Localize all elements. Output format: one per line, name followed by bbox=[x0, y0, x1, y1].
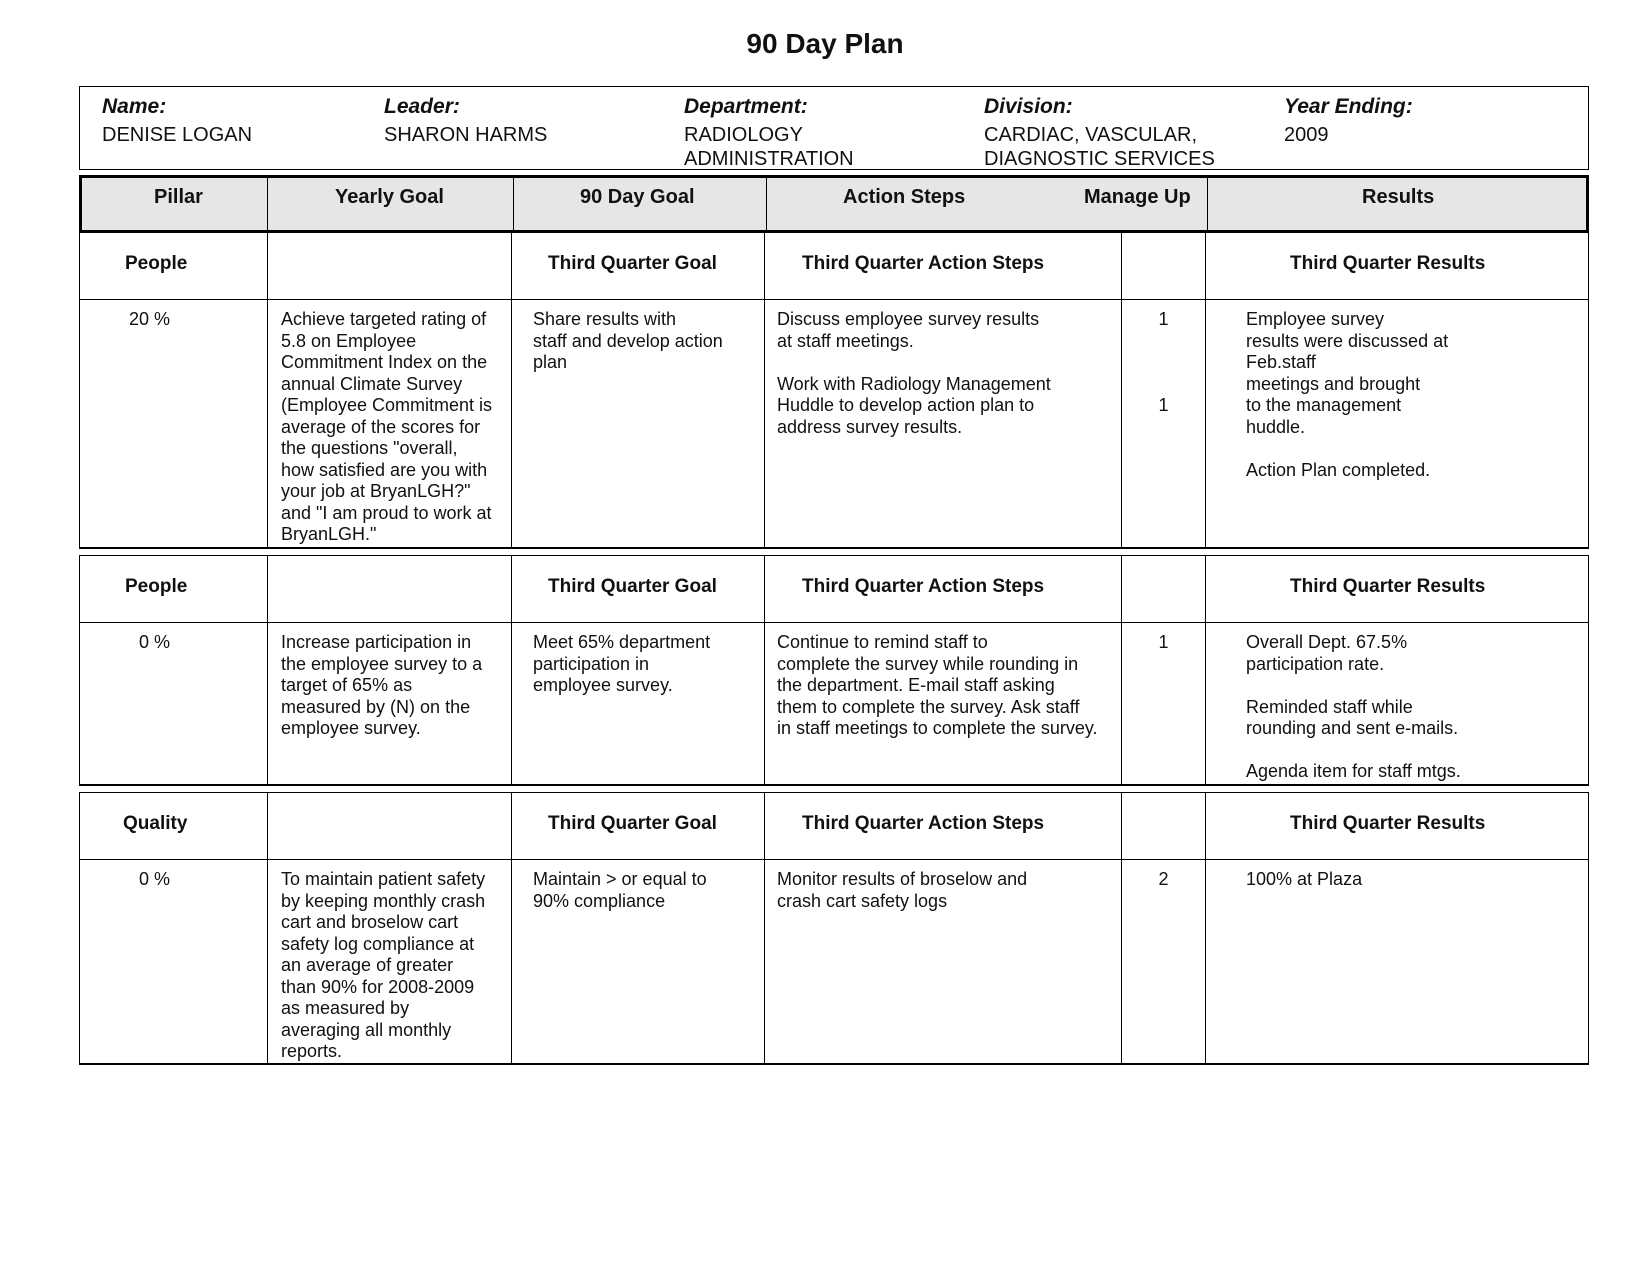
name-value: DENISE LOGAN bbox=[102, 124, 253, 146]
division-label: Division: bbox=[984, 95, 1073, 118]
division-field bbox=[984, 95, 1215, 171]
plan-section-quality bbox=[79, 792, 1589, 1065]
pillar-percent: 20 % bbox=[129, 309, 171, 329]
yearly-goal-text: Increase participation in the employee survey to a target of 65% as measured by (N) on the employee survey. bbox=[281, 632, 483, 738]
department-value: RADIOLOGY ADMINISTRATION bbox=[684, 124, 854, 170]
quarter-results-heading: Third Quarter Results bbox=[1290, 813, 1486, 834]
pillar-percent: 0 % bbox=[139, 869, 171, 889]
action-steps-text: Continue to remind staff to complete the survey while rounding in the department. E-mail staff asking them to complete the survey. Ask staff in staff meetings to complete the survey. bbox=[777, 632, 1098, 738]
section-divider bbox=[80, 299, 1588, 300]
header-divider bbox=[1207, 178, 1208, 230]
leader-field bbox=[384, 95, 547, 147]
column-divider bbox=[511, 556, 512, 785]
department-field bbox=[684, 95, 854, 171]
action-steps-text: Monitor results of broselow and crash cart safety logs bbox=[777, 869, 1028, 911]
header-divider bbox=[513, 178, 514, 230]
day-goal-text: Share results with staff and develop action plan bbox=[533, 309, 723, 372]
page-title: 90 Day Plan bbox=[746, 28, 904, 59]
results-text: Employee survey results were discussed at Feb.staff meetings and brought to the management huddle. Action Plan completed. bbox=[1246, 309, 1449, 480]
pillar-name: People bbox=[125, 576, 188, 597]
column-divider bbox=[511, 233, 512, 547]
quarter-steps-heading: Third Quarter Action Steps bbox=[802, 813, 1045, 834]
table-header bbox=[79, 175, 1589, 233]
department-label: Department: bbox=[684, 95, 808, 118]
manage-up-values: 1 bbox=[1158, 632, 1169, 652]
manage-up-values: 2 bbox=[1158, 869, 1169, 889]
division-value: CARDIAC, VASCULAR, DIAGNOSTIC SERVICES bbox=[984, 124, 1215, 170]
quarter-steps-heading: Third Quarter Action Steps bbox=[802, 253, 1045, 274]
header-manage-up: Manage Up bbox=[1084, 186, 1191, 208]
results-text: Overall Dept. 67.5% participation rate. Reminded staff while rounding and sent e-mails. Agenda item for staff mtgs. bbox=[1246, 632, 1461, 781]
section-divider bbox=[80, 859, 1588, 860]
day-goal-text: Maintain > or equal to 90% compliance bbox=[533, 869, 707, 911]
column-divider bbox=[1205, 556, 1206, 785]
header-divider bbox=[267, 178, 268, 230]
header-action-steps: Action Steps bbox=[843, 186, 966, 208]
leader-value: SHARON HARMS bbox=[384, 124, 548, 146]
year-ending-value: 2009 bbox=[1284, 124, 1329, 146]
pillar-name: People bbox=[125, 253, 188, 274]
name-label: Name: bbox=[102, 95, 167, 118]
header-results: Results bbox=[1362, 186, 1435, 208]
yearly-goal-text: To maintain patient safety by keeping monthly crash cart and broselow cart safety log compliance at an average of greater than 90% for 2008-2009 as measured by averaging all monthly reports. bbox=[281, 869, 486, 1061]
column-divider bbox=[511, 793, 512, 1064]
pillar-name: Quality bbox=[123, 813, 188, 834]
leader-label: Leader: bbox=[384, 95, 460, 118]
column-divider bbox=[267, 233, 268, 547]
pillar-percent: 0 % bbox=[139, 632, 171, 652]
day-goal-text: Meet 65% department participation in employee survey. bbox=[533, 632, 711, 695]
column-divider bbox=[764, 793, 765, 1064]
quarter-results-heading: Third Quarter Results bbox=[1290, 253, 1486, 274]
year-ending-label: Year Ending: bbox=[1284, 95, 1413, 118]
column-divider bbox=[764, 233, 765, 547]
column-divider bbox=[267, 793, 268, 1064]
manage-up-values: 1 1 bbox=[1158, 309, 1169, 415]
header-yearly-goal: Yearly Goal bbox=[335, 186, 444, 208]
quarter-goal-heading: Third Quarter Goal bbox=[548, 576, 717, 597]
column-divider bbox=[1205, 793, 1206, 1064]
year-ending-field bbox=[1284, 95, 1413, 147]
plan-section-people-2 bbox=[79, 555, 1589, 786]
column-divider bbox=[764, 556, 765, 785]
quarter-goal-heading: Third Quarter Goal bbox=[548, 813, 717, 834]
name-field bbox=[102, 95, 252, 147]
column-divider bbox=[1205, 233, 1206, 547]
employee-info-box bbox=[79, 86, 1589, 170]
header-pillar: Pillar bbox=[154, 186, 203, 208]
column-divider bbox=[267, 556, 268, 785]
header-divider bbox=[766, 178, 767, 230]
quarter-goal-heading: Third Quarter Goal bbox=[548, 253, 717, 274]
results-text: 100% at Plaza bbox=[1246, 869, 1363, 889]
quarter-results-heading: Third Quarter Results bbox=[1290, 576, 1486, 597]
plan-section-people-1 bbox=[79, 233, 1589, 549]
quarter-steps-heading: Third Quarter Action Steps bbox=[802, 576, 1045, 597]
action-steps-text: Discuss employee survey results at staff meetings. Work with Radiology Management Huddle to develop action plan to address survey results. bbox=[777, 309, 1051, 437]
column-divider bbox=[1121, 556, 1122, 785]
section-divider bbox=[80, 622, 1588, 623]
header-90-day-goal: 90 Day Goal bbox=[580, 186, 695, 208]
yearly-goal-text: Achieve targeted rating of 5.8 on Employee Commitment Index on the annual Climate Survey (Employee Commitment is average of the scores for the questions "overall, how satisfied are you with your job at BryanLGH?" and "I am proud to work at BryanLGH." bbox=[281, 309, 493, 544]
column-divider bbox=[1121, 793, 1122, 1064]
